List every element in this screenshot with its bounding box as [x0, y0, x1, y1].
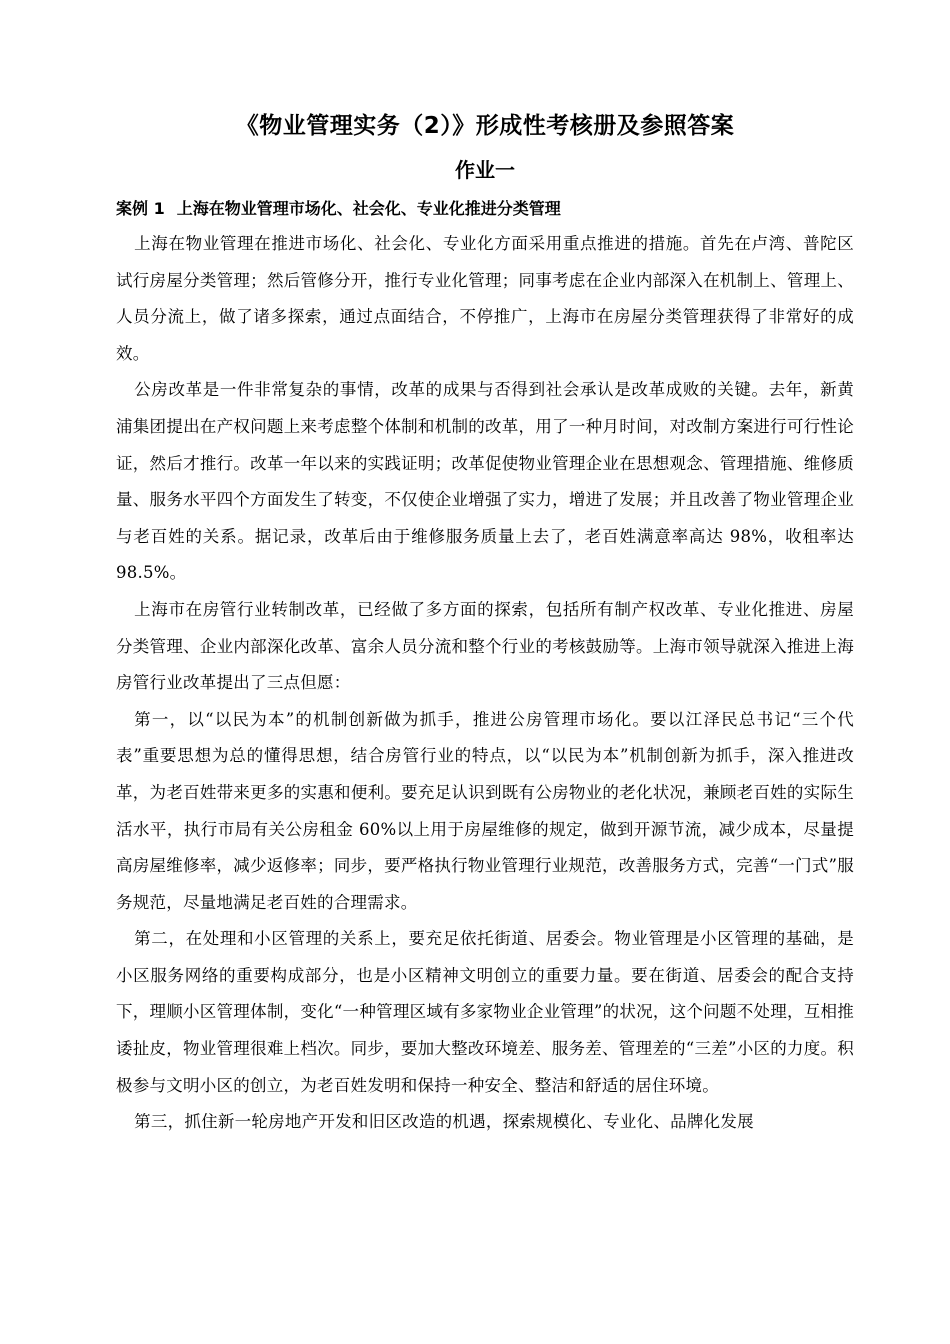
paragraph-point-one: 第一，以“以民为本”的机制创新做为抓手，推进公房管理市场化。要以江泽民总书记“三个代表”重要思想为总的懂得思想，结合房管行业的特点，以“以民为本”机制创新为抓手，深入推进改革，为老百姓带来更多的实惠和便利。要充足认识到既有公房物业的老化状况，兼顾老百姓的实际生活水平，执行市局有关公房租金 60%以上用于房屋维修的规定，做到开源节流，减少成本，尽量提高房屋维修率，减少返修率；同步，要严格执行物业管理行业规范，改善服务方式，完善“一门式”服务规范，尽量地满足老百姓的合理需求。 [116, 709, 854, 912]
paragraph-point-three: 第三，抓住新一轮房地产开发和旧区改造的机遇，探索规模化、专业化、品牌化发展 [134, 1112, 754, 1132]
case-heading [116, 192, 854, 226]
assignment-title: 作业一 [455, 158, 515, 182]
paragraph-exploration: 上海市在房管行业转制改革，已经做了多方面的探索，包括所有制产权改革、专业化推进、房屋分类管理、企业内部深化改革、富余人员分流和整个行业的考核鼓励等。上海市领导就深入推进上海房管行业改革提出了三点但愿： [116, 599, 854, 693]
paragraph-reform: 公房改革是一件非常复杂的事情，改革的成果与否得到社会承认是改革成败的关键。去年，新黄浦集团提出在产权问题上来考虑整个体制和机制的改革，用了一种月时间，对改制方案进行可行性论证，然后才推行。改革一年以来的实践证明；改革促使物业管理企业在思想观念、管理措施、维修质量、服务水平四个方面发生了转变，不仅使企业增强了实力，增进了发展；并且改善了物业管理企业与老百姓的关系。据记录，改革后由于维修服务质量上去了，老百姓满意率高达 98%，收租率达 98.5%。 [116, 380, 854, 583]
document-page [116, 104, 854, 1141]
document-title: 《物业管理实务（2）》形成性考核册及参照答案 [235, 113, 735, 139]
paragraph-intro: 上海在物业管理在推进市场化、社会化、专业化方面采用重点推进的措施。首先在卢湾、普陀区试行房屋分类管理；然后管修分开，推行专业化管理；同事考虑在企业内部深入在机制上、管理上、人员分流上，做了诸多探索，通过点面结合，不停推广，上海市在房屋分类管理获得了非常好的成效。 [116, 234, 854, 363]
case-title: 上海在物业管理市场化、社会化、专业化推进分类管理 [176, 199, 561, 218]
paragraph-point-two: 第二，在处理和小区管理的关系上，要充足依托街道、居委会。物业管理是小区管理的基础，是小区服务网络的重要构成部分，也是小区精神文明创立的重要力量。要在街道、居委会的配合支持下，理顺小区管理体制，变化“一种管理区域有多家物业企业管理”的状况，这个问题不处理，互相推诿扯皮，物业管理很难上档次。同步，要加大整改环境差、服务差、管理差的“三差”小区的力度。积极参与文明小区的创立，为老百姓发明和保持一种安全、整洁和舒适的居住环境。 [116, 929, 854, 1095]
case-number: 案例 1 [116, 199, 165, 218]
